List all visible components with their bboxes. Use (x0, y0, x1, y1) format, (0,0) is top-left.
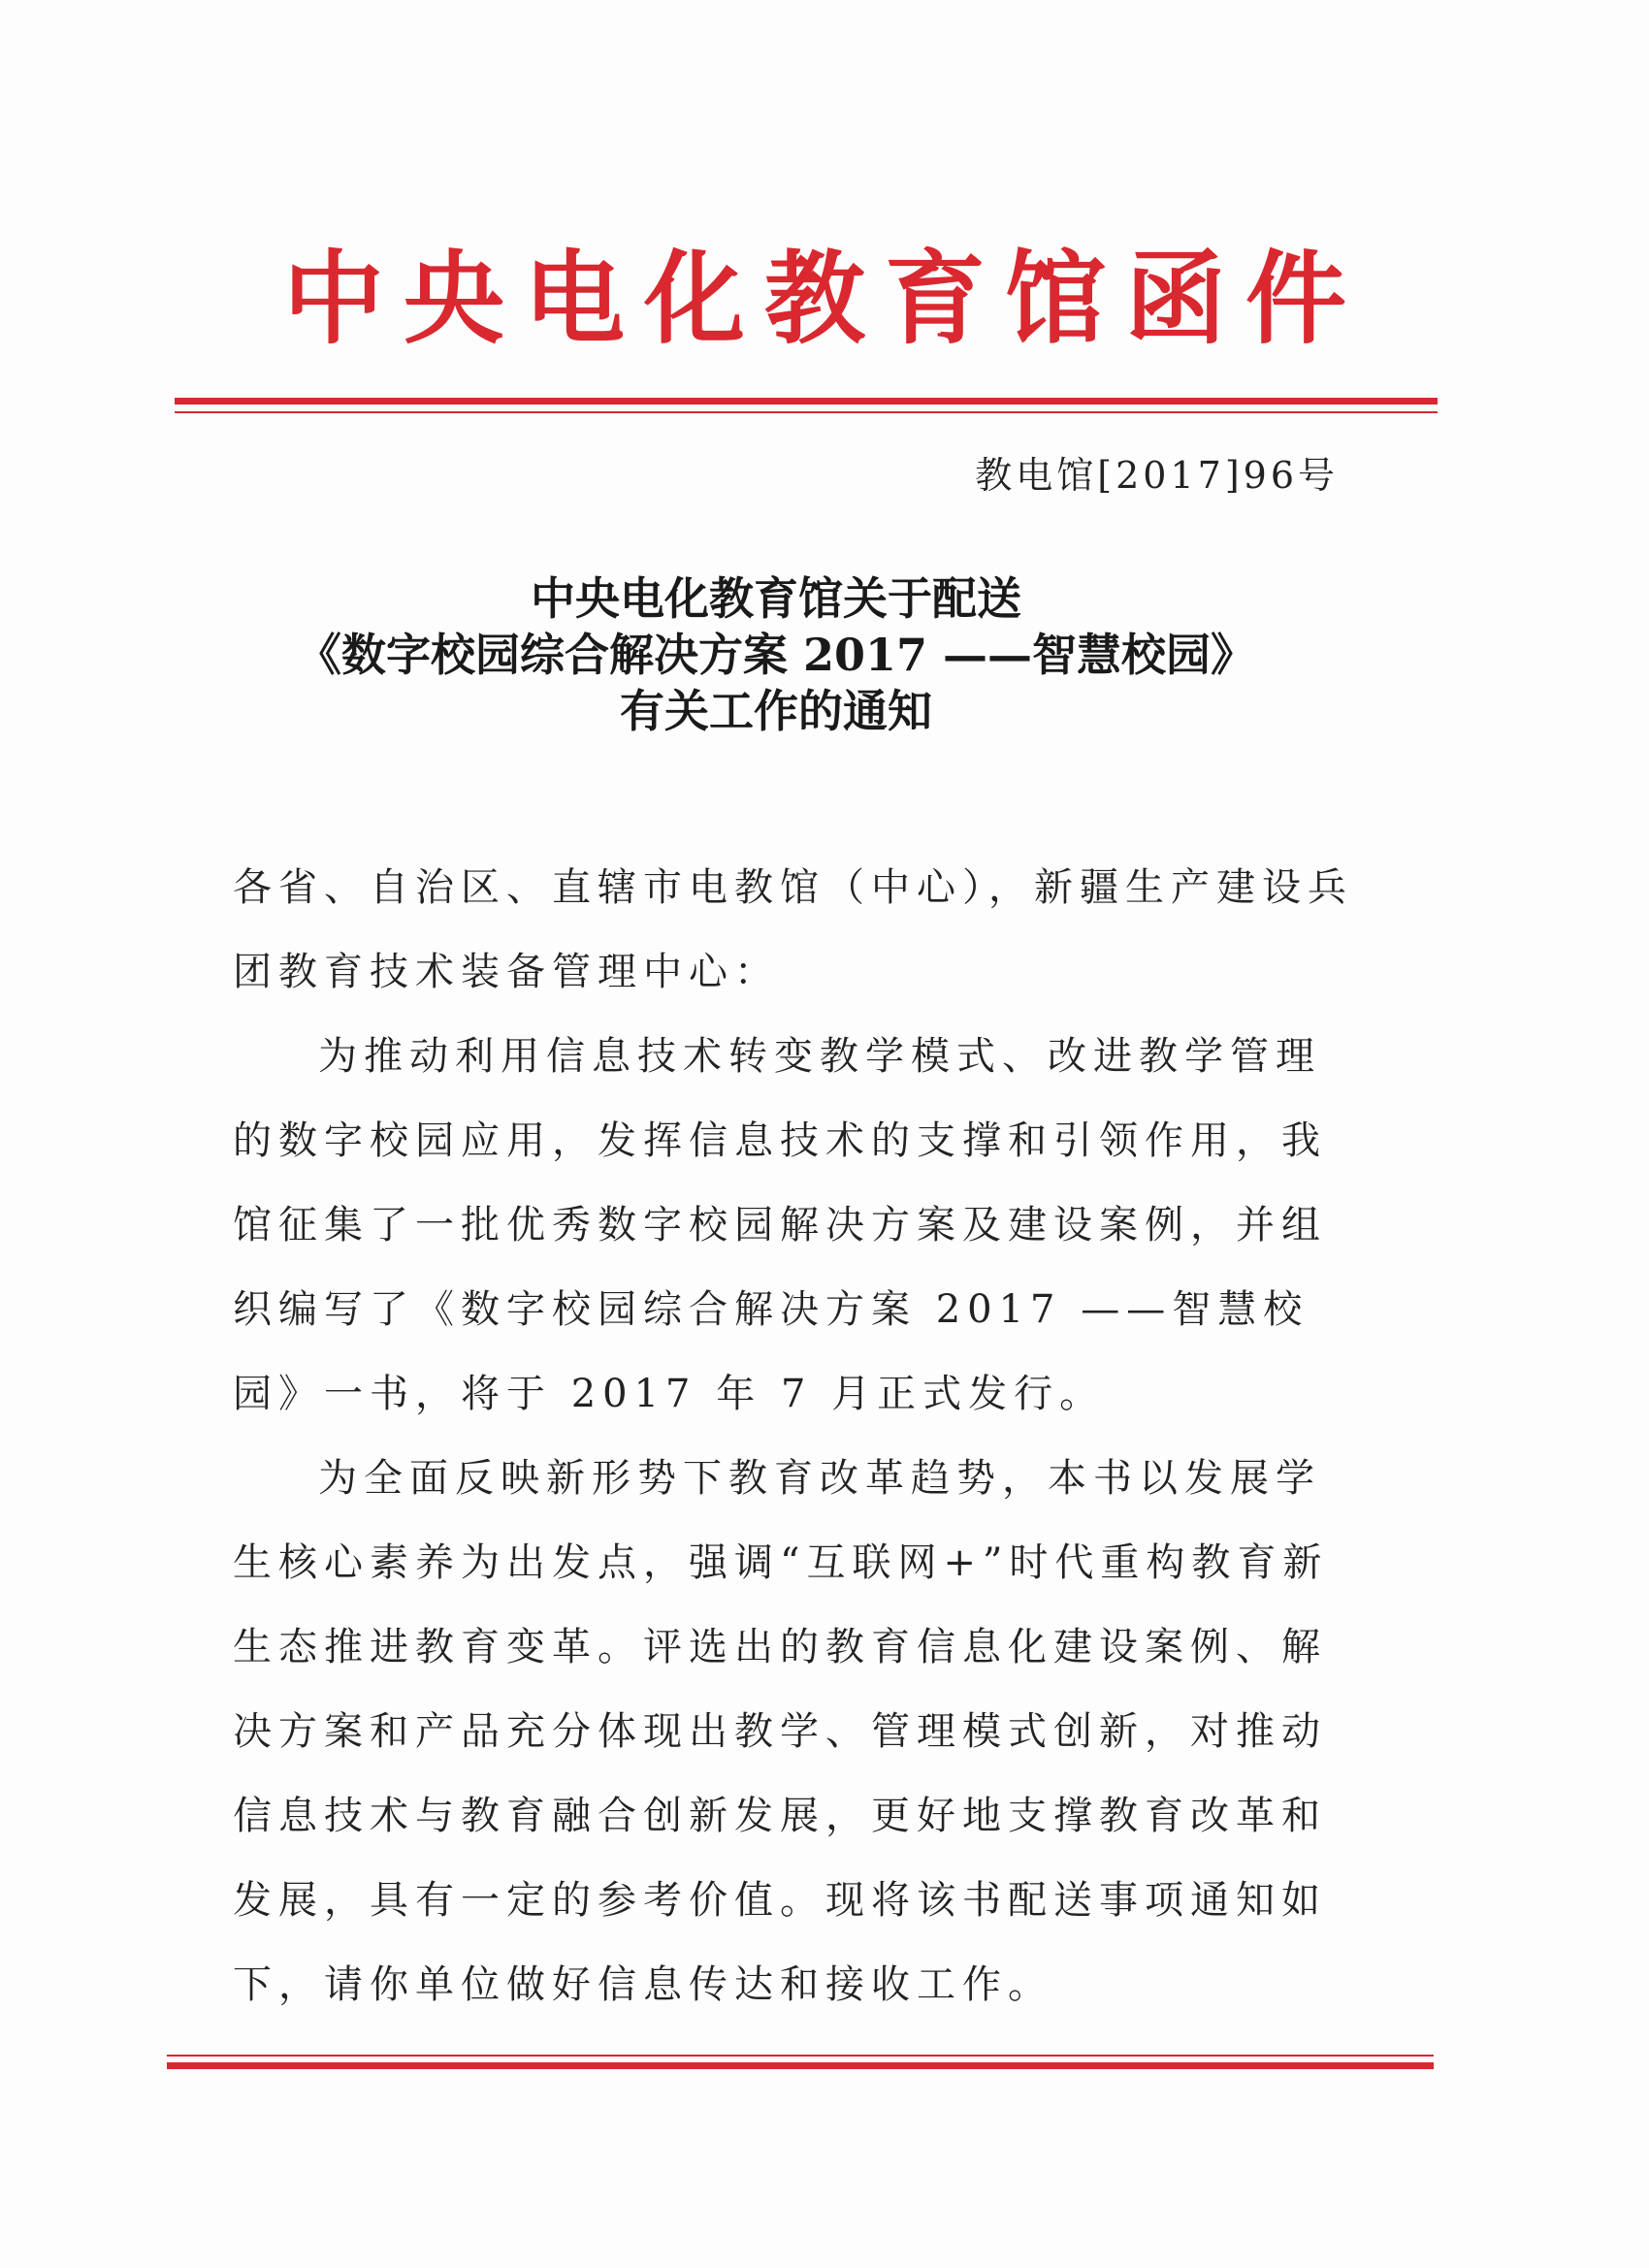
letterhead-red-rule-thin (175, 411, 1438, 413)
letterhead-red-rule-thick (175, 398, 1438, 405)
footer-red-rule-thin (167, 2055, 1434, 2057)
notice-body (233, 846, 1358, 2027)
document-number: 教电馆[2017]96号 (975, 454, 1339, 497)
notice-title (194, 570, 1358, 739)
letterhead-title: 中央电化教育馆函件 (282, 239, 1366, 358)
notice-title-line-2: 《数字校园综合解决方案 2017 ——智慧校园》 (296, 629, 1256, 681)
paragraph-2: 为全面反映新形势下教育改革趋势，本书以发展学生核心素养为出发点，强调“互联网+”时代重构教育新生态推进教育变革。评选出的教育信息化建设案例、解决方案和产品充分体现出教学、管理模式创新，对推动信息技术与教育融合创新发展，更好地支撑教育改革和发展，具有一定的参考价值。现将该书配送事项通知如下，请你单位做好信息传达和接收工作。 (233, 1456, 1329, 2007)
salutation: 各省、自治区、直辖市电教馆（中心），新疆生产建设兵团教育技术装备管理中心： (233, 865, 1353, 994)
footer-red-rule-thick (167, 2062, 1434, 2069)
notice-title-line-1: 中央电化教育馆关于配送 (531, 572, 1021, 625)
notice-title-line-3: 有关工作的通知 (620, 685, 932, 737)
paragraph-1: 为推动利用信息技术转变教学模式、改进教学管理的数字校园应用，发挥信息技术的支撑和引领作用，我馆征集了一批优秀数字校园解决方案及建设案例，并组织编写了《数字校园综合解决方案 2017 ——智慧校园》一书，将于 2017 年 7 月正式发行。 (233, 1034, 1327, 1416)
